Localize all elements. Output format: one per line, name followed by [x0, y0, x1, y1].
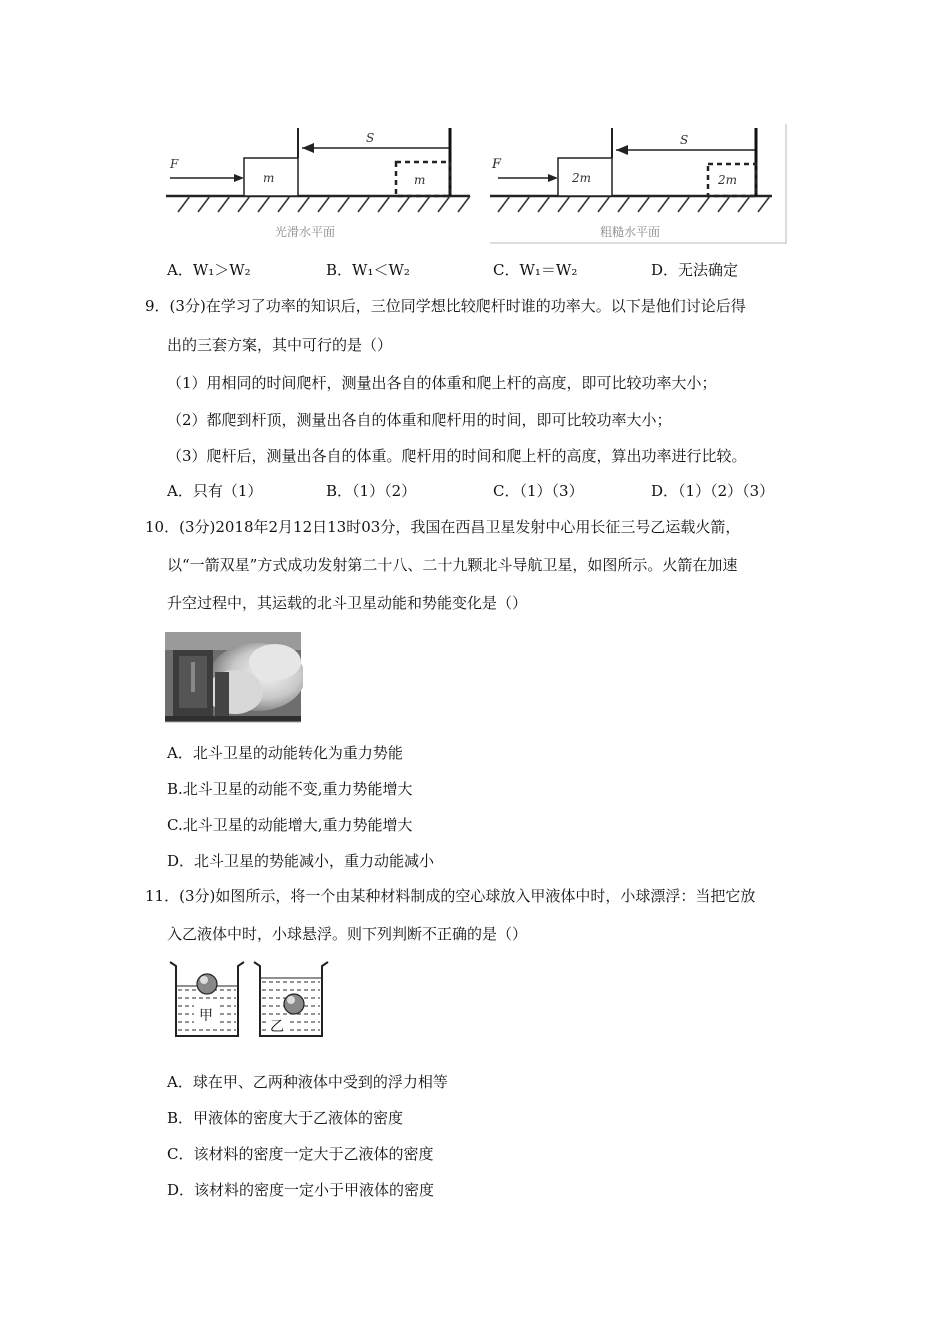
q11-stem-line-2: 入乙液体中时，小球悬浮。则下列判断不正确的是（） [167, 925, 528, 943]
q11-label-yi: 乙 [270, 1019, 284, 1035]
q8-left-distance-label: S [366, 131, 375, 145]
q8-option-c: C．W₁＝W₂ [493, 261, 578, 279]
q10-option-c: C.北斗卫星的动能增大,重力势能增大 [167, 816, 413, 834]
q9-option-d: D．（1）（2）（3） [651, 482, 775, 500]
q11-label-jia: 甲 [199, 1008, 213, 1024]
q11-option-d: D．该材料的密度一定小于甲液体的密度 [167, 1181, 435, 1199]
q11-beaker-jia [170, 962, 244, 1036]
q11-option-b: B．甲液体的密度大于乙液体的密度 [167, 1109, 404, 1127]
q10-stem-line-3: 升空过程中，其运载的北斗卫星动能和势能变化是（） [167, 594, 528, 612]
q10-option-a: A．北斗卫星的动能转化为重力势能 [167, 744, 403, 762]
q9-option-c: C．（1）（3） [493, 482, 584, 500]
q8-left-caption: 光滑水平面 [275, 225, 336, 239]
q8-right-caption: 粗糙水平面 [600, 225, 661, 239]
q11-beaker-yi [254, 962, 328, 1036]
q8-right-dashed-block-label: 2m [718, 173, 738, 187]
q9-stem-line-2: 出的三套方案，其中可行的是（） [167, 336, 393, 354]
q8-left-panel [166, 128, 470, 239]
q11-beakers-figure [166, 958, 336, 1042]
q10-rocket-photo [165, 632, 303, 724]
q9-item-2: （2）都爬到杆顶，测量出各自的体重和爬杆用的时间，即可比较功率大小； [167, 411, 672, 429]
q8-right-force-label: F [492, 157, 502, 172]
q11-stem-line-1: 11．(3分)如图所示，将一个由某种材料制成的空心球放入甲液体中时，小球漂浮：当把它放 [145, 887, 756, 905]
q10-option-b: B.北斗卫星的动能不变,重力势能增大 [167, 780, 413, 798]
q11-option-c: C．该材料的密度一定大于乙液体的密度 [167, 1145, 434, 1163]
q10-stem-line-1: 10．(3分)2018年2月12日13时03分，我国在西昌卫星发射中心用长征三号乙运载火箭， [145, 518, 741, 536]
q8-option-a: A．W₁＞W₂ [167, 261, 251, 279]
q9-item-1: （1）用相同的时间爬杆，测量出各自的体重和爬上杆的高度，即可比较功率大小； [167, 374, 717, 392]
q8-right-distance-label: S [680, 133, 689, 147]
q8-right-block-label: 2m [572, 171, 592, 185]
q8-left-block-label: m [263, 171, 275, 185]
q8-option-b: B．W₁＜W₂ [326, 261, 410, 279]
q9-option-a: A．只有（1） [167, 482, 263, 500]
q8-option-d: D．无法确定 [651, 261, 739, 279]
q9-item-3: （3）爬杆后，测量出各自的体重。爬杆用的时间和爬上杆的高度，算出功率进行比较。 [167, 447, 747, 465]
q10-stem-line-2: 以“一箭双星”方式成功发射第二十八、二十九颗北斗导航卫星，如图所示。火箭在加速 [167, 556, 738, 574]
q8-left-force-label: F [170, 157, 179, 171]
q10-option-d: D．北斗卫星的势能减小，重力动能减小 [167, 852, 435, 870]
q9-option-b: B．（1）（2） [326, 482, 417, 500]
q8-figure [160, 122, 790, 247]
q8-right-panel [490, 124, 786, 244]
q9-stem-line-1: 9．(3分)在学习了功率的知识后，三位同学想比较爬杆时谁的功率大。以下是他们讨论后得 [145, 297, 746, 315]
q8-left-dashed-block-label: m [414, 173, 426, 187]
q11-option-a: A．球在甲、乙两种液体中受到的浮力相等 [167, 1073, 448, 1091]
